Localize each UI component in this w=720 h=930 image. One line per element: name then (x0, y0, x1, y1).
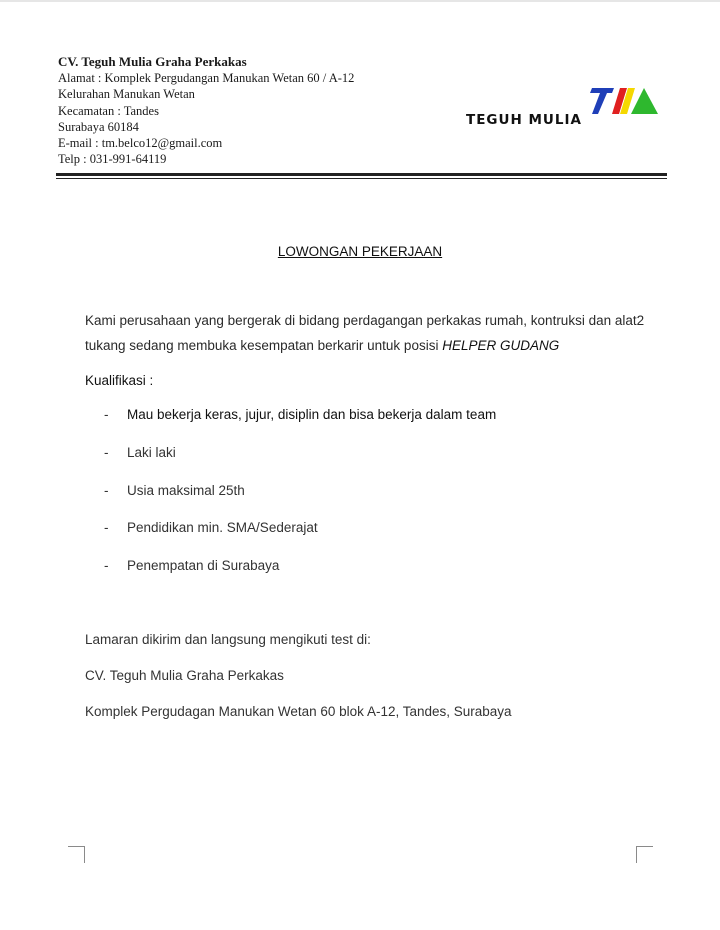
letterhead-kelurahan: Kelurahan Manukan Wetan (58, 87, 195, 102)
qualification-text: Laki laki (127, 445, 176, 460)
list-item (104, 407, 496, 422)
job-position: HELPER GUDANG (442, 338, 560, 353)
list-item (104, 483, 245, 498)
page-corner-mark-right (636, 846, 653, 863)
closing-company: CV. Teguh Mulia Graha Perkakas (85, 668, 284, 683)
list-item (104, 558, 279, 573)
letterhead-divider (56, 173, 667, 176)
bullet-dash: - (104, 558, 109, 573)
letterhead-city: Surabaya 60184 (58, 119, 139, 134)
qualifications-heading: Kualifikasi : (85, 373, 154, 388)
letterhead-company: CV. Teguh Mulia Graha Perkakas (58, 54, 247, 69)
qualification-text: Mau bekerja keras, jujur, disiplin dan bisa bekerja dalam team (127, 407, 497, 422)
qualification-text: Pendidikan min. SMA/Sederajat (127, 520, 318, 535)
logo-mark-icon (590, 86, 660, 116)
letterhead-divider-thin (56, 178, 667, 179)
letterhead-phone: Telp : 031-991-64119 (58, 152, 167, 167)
closing-instruction: Lamaran dikirim dan langsung mengikuti test di: (85, 632, 371, 647)
list-item (104, 520, 318, 535)
letterhead-address: Alamat : Komplek Pergudangan Manukan Wetan 60 / A-12 (58, 71, 355, 86)
logo-text: TEGUH MULIA (466, 112, 582, 128)
top-edge (0, 0, 720, 2)
letterhead-email: E-mail : tm.belco12@gmail.com (58, 136, 223, 151)
page-corner-mark-left (68, 846, 85, 863)
company-logo (466, 86, 666, 130)
bullet-dash: - (104, 520, 109, 535)
intro-text: Kami perusahaan yang bergerak di bidang perdagangan perkakas rumah, kontruksi dan alat2 tukang sedang membuka kesempatan berkarir untuk posisi (85, 313, 645, 353)
list-item (104, 445, 176, 460)
document-title: LOWONGAN PEKERJAAN (277, 244, 443, 259)
qualification-text: Usia maksimal 25th (127, 483, 245, 498)
closing-address: Komplek Pergudagan Manukan Wetan 60 blok A-12, Tandes, Surabaya (85, 704, 512, 719)
letterhead-kecamatan: Kecamatan : Tandes (58, 103, 159, 118)
bullet-dash: - (104, 445, 109, 460)
intro-paragraph (85, 308, 655, 358)
bullet-dash: - (104, 483, 109, 498)
qualification-text: Penempatan di Surabaya (127, 558, 280, 573)
letterhead (58, 54, 458, 167)
bullet-dash: - (104, 407, 109, 422)
